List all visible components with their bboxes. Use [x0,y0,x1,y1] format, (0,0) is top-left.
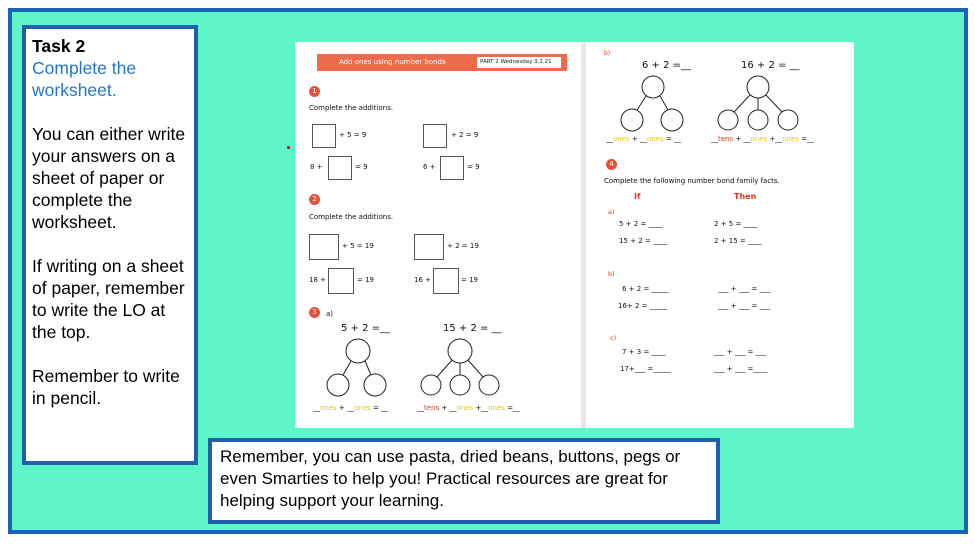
answer-box[interactable] [440,156,464,180]
q3-equation-2: 15 + 2 = __ [443,323,502,334]
worksheet-part-date: PART 2 Wednesday 3.2.21 [477,57,561,68]
bond-sentence-3: __ones + __ones = __ [606,135,682,143]
question-3-badge: 3 [309,307,320,318]
q1-eq-3-suffix: = 9 [355,163,368,171]
bond-sentence-4: __tens + __ones +__ones =__ [711,135,815,143]
worksheet-page-left [295,42,581,428]
answer-box[interactable] [423,124,447,148]
q2-eq-3-suffix: = 19 [357,276,374,284]
question-1-badge: 1 [309,86,320,97]
question-3-part-label: a) [326,310,334,318]
answer-box[interactable] [328,268,354,294]
q2-eq-3-prefix: 18 + [309,276,326,284]
then-label: Then [734,192,757,201]
worksheet-banner [317,54,567,71]
q3-equation-1: 5 + 2 =__ [341,323,391,334]
part-whole-diagrams-right [586,72,854,140]
fact-row: 6 + 2 = _____ [622,285,670,293]
question-2-text: Complete the additions. [309,213,394,221]
q1-eq-3-prefix: 8 + [310,163,323,171]
bond-sentence-2: __tens + __ones +__ones =__ [417,404,521,412]
q2-eq-4-suffix: = 19 [461,276,478,284]
fact-row: ___ + ___ =____ [714,365,768,373]
bond-sentence-1: __ones + __ones = __ [313,404,389,412]
fact-row: 2 + 15 = ____ [714,237,762,245]
right-equation-2: 16 + 2 = __ [741,60,800,71]
q2-eq-4-prefix: 16 + [414,276,431,284]
answer-box[interactable] [414,234,444,260]
answer-box[interactable] [328,156,352,180]
practical-resources-tip: Remember, you can use pasta, dried beans, buttons, pegs or even Smarties to help you! Practical resources are great for helping support your learning. [208,438,720,524]
task-paragraph-3: Remember to write in pencil. [32,366,180,408]
task-instructions-box [22,25,198,465]
q1-eq-1: + 5 = 9 [339,131,367,139]
q1-eq-2: + 2 = 9 [451,131,479,139]
answer-box[interactable] [312,124,336,148]
task-paragraph-2: If writing on a sheet of paper, remember to write the LO at the top. [32,256,185,342]
fact-row: ___ + ___ = ___ [714,348,767,356]
task-title: Task 2 [32,36,86,56]
part-whole-diagrams [295,332,581,402]
fact-row: 5 + 2 = ____ [619,220,663,228]
fact-row: 2 + 5 = ____ [714,220,758,228]
fact-row: ___ + ___ = ___ [718,302,771,310]
question-4-badge: 4 [606,159,617,170]
part-c-label: c) [610,334,617,342]
q1-eq-4-suffix: = 9 [467,163,480,171]
answer-box[interactable] [433,268,459,294]
question-4-text: Complete the following number bond family facts. [604,177,780,185]
fact-row: 17+___ =_____ [620,365,671,373]
q2-eq-2: + 2 = 19 [447,242,479,250]
q1-eq-4-prefix: 6 + [423,163,436,171]
part-a-label: a) [608,208,615,216]
worksheet-title: Add ones using number bonds [339,58,446,66]
question-1-text: Complete the additions. [309,104,394,112]
fact-row: 16+ 2 = _____ [618,302,668,310]
q2-eq-1: + 5 = 19 [342,242,374,250]
question-2-badge: 2 [309,194,320,205]
part-b-label: b) [604,50,611,57]
fact-row: 7 + 3 = ____ [622,348,666,356]
if-label: If [634,192,641,201]
worksheet-page-right [586,42,854,428]
task-paragraph-1: You can either write your answers on a sheet of paper or complete the worksheet. [32,124,186,232]
right-equation-1: 6 + 2 =__ [642,60,692,71]
answer-box[interactable] [309,234,339,260]
fact-row: ___ + ___ = ___ [718,285,771,293]
part-b2-label: b) [608,270,615,278]
task-subtitle: Complete the worksheet. [32,58,137,100]
red-dot [287,146,290,149]
fact-row: 15 + 2 = ____ [619,237,667,245]
